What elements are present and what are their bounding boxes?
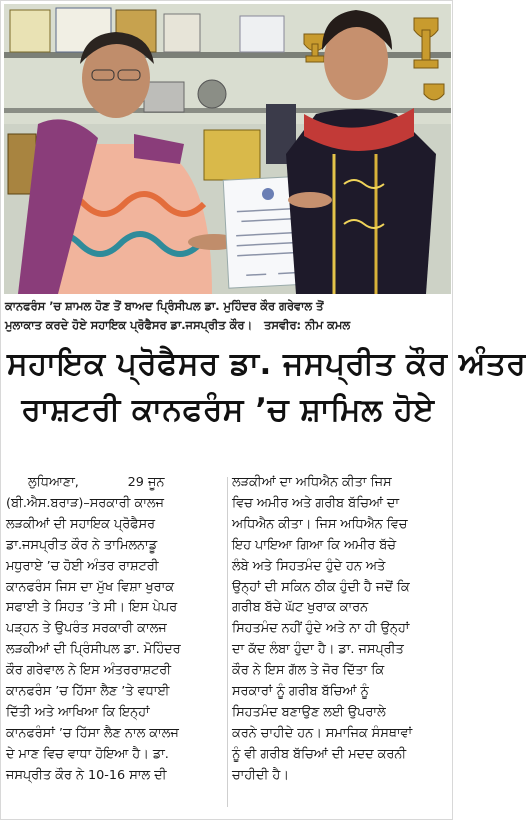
article-line: ਲੰਬੇ ਅਤੇ ਸਿਹਤਮੰਦ ਹੁੰਦੇ ਹਨ ਅਤੇ [232, 558, 386, 574]
article-line: ਇਹ ਪਾਇਆ ਗਿਆ ਕਿ ਅਮੀਰ ਬੱਚੇ [232, 537, 396, 553]
headline-line-2: ਰਾਸ਼ਟਰੀ ਕਾਨਫਰੰਸ ’ਚ ਸ਼ਾਮਿਲ ਹੋਏ [21, 392, 435, 428]
article-line: (ਬੀ.ਐਸ.ਬਰਾੜ)–ਸਰਕਾਰੀ ਕਾਲਜ [6, 495, 164, 511]
caption-line-1: ਕਾਨਫਰੰਸ ’ਚ ਸ਼ਾਮਲ ਹੋਣ ਤੋਂ ਬਾਅਦ ਪ੍ਰਿੰਸੀਪਲ ਡਾ. ਮੁਹਿੰਦਰ ਕੌਰ ਗਰੇਵਾਲ ਤੋਂ [5, 299, 324, 313]
article-line: ਲੜਕੀਆਂ ਦੀ ਪ੍ਰਿੰਸੀਪਲ ਡਾ. ਮੋਹਿੰਦਰ [6, 642, 181, 658]
article-line: ਕੌਰ ਗਰੇਵਾਲ ਨੇ ਇਸ ਅੰਤਰਰਾਸ਼ਟਰੀ [6, 663, 171, 679]
dateline-city: ਲੁਧਿਆਣਾ, [28, 475, 79, 490]
article-column-right [232, 473, 450, 787]
article-line: ਕਾਨਫਰੰਸ ’ਚ ਹਿੱਸਾ ਲੈਣ ’ਤੇ ਵਧਾਈ [6, 684, 170, 700]
article-line: ਉਨ੍ਹਾਂ ਦੀ ਸਕਿਨ ਠੀਕ ਹੁੰਦੀ ਹੈ ਜਦੋਂ ਕਿ [232, 579, 410, 595]
column-divider [227, 477, 228, 807]
photograph-icon [4, 4, 451, 294]
article-line: ਨੂੰ ਵੀ ਗਰੀਬ ਬੱਚਿਆਂ ਦੀ ਮਦਦ ਕਰਨੀ [232, 746, 407, 762]
article-line: ਪੜ੍ਹਨ ਤੇ ਉਪਰੰਤ ਸਰਕਾਰੀ ਕਾਲਜ [6, 621, 167, 637]
caption-line-2 [5, 316, 451, 335]
article-line: ਮਧੁਰਾਏ ’ਚ ਹੋਈ ਅੰਤਰ ਰਾਸ਼ਟਰੀ [6, 558, 159, 574]
photo-credit: ਤਸਵੀਰ: ਨੀਮ ਕਮਲ [264, 318, 351, 332]
article-line: ਗਰੀਬ ਬੱਚੇ ਘੱਟ ਖੁਰਾਕ ਕਾਰਨ [232, 600, 369, 616]
article-line: ਕਰਨੇ ਚਾਹੀਦੇ ਹਨ। ਸਮਾਜਿਕ ਸੰਸਥਾਵਾਂ [232, 725, 413, 741]
article-line: ਵਿਚ ਅਮੀਰ ਅਤੇ ਗਰੀਬ ਬੱਚਿਆਂ ਦਾ [232, 495, 400, 511]
dateline [6, 473, 223, 494]
article-line: ਕਾਨਫਰੰਸ ਜਿਸ ਦਾ ਮੁੱਖ ਵਿਸ਼ਾ ਖੁਰਾਕ [6, 579, 174, 595]
article-line: ਡਾ.ਜਸਪ੍ਰੀਤ ਕੌਰ ਨੇ ਤਾਮਿਲਨਾਡੂ [6, 537, 158, 553]
article-line: ਦਿੱਤੀ ਅਤੇ ਆਖਿਆ ਕਿ ਇਨ੍ਹਾਂ [6, 704, 150, 720]
article-line: ਚਾਹੀਦੀ ਹੈ। [232, 767, 289, 783]
article-line: ਦਾ ਕੱਦ ਲੰਬਾ ਹੁੰਦਾ ਹੈ। ਡਾ. ਜਸਪ੍ਰੀਤ [232, 642, 404, 658]
article-line: ਲੜਕੀਆਂ ਦਾ ਅਧਿਐਨ ਕੀਤਾ ਜਿਸ [232, 475, 392, 490]
article-line: ਸਰਕਾਰਾਂ ਨੂੰ ਗਰੀਬ ਬੱਚਿਆਂ ਨੂੰ [232, 684, 369, 700]
caption-line-2-text: ਮੁਲਾਕਾਤ ਕਰਦੇ ਹੋਏ ਸਹਾਇਕ ਪ੍ਰੋਫੈਸਰ ਡਾ.ਜਸਪ੍ਰੀਤ ਕੌਰ। [5, 318, 253, 332]
news-photo [4, 4, 451, 294]
dateline-date: 29 ਜੂਨ [127, 475, 165, 490]
article-line: ਲੜਕੀਆਂ ਦੀ ਸਹਾਇਕ ਪ੍ਰੋਫੈਸਰ [6, 516, 155, 532]
photo-caption [5, 297, 451, 335]
article-column-left [6, 473, 223, 787]
article-line: ਕੌਰ ਨੇ ਇਸ ਗੱਲ ਤੇ ਜੋਰ ਦਿੱਤਾ ਕਿ [232, 663, 385, 679]
article-line: ਸਿਹਤਮੰਦ ਬਣਾਉਣ ਲਈ ਉਪਰਾਲੇ [232, 704, 386, 720]
article-line: ਜਸਪ੍ਰੀਤ ਕੌਰ ਨੇ 10-16 ਸਾਲ ਦੀ [6, 767, 167, 783]
article-line: ਦੇ ਮਾਣ ਵਿਚ ਵਾਧਾ ਹੋਇਆ ਹੈ। ਡਾ. [6, 746, 169, 762]
headline-line-1: ਸਹਾਇਕ ਪ੍ਰੋਫੈਸਰ ਡਾ. ਜਸਪ੍ਰੀਤ ਕੌਰ ਅੰਤਰ [7, 346, 526, 382]
article-line: ਕਾਨਫਰੰਸਾਂ ’ਚ ਹਿੱਸਾ ਲੈਣ ਨਾਲ ਕਾਲਜ [6, 725, 179, 741]
article-line: ਸਫਾਈ ਤੇ ਸਿਹਤ ’ਤੇ ਸੀ। ਇਸ ਪੇਪਰ [6, 600, 178, 616]
headline [7, 341, 526, 433]
article-line: ਅਧਿਐਨ ਕੀਤਾ। ਜਿਸ ਅਧਿਐਨ ਵਿਚ [232, 516, 408, 532]
article-line: ਸਿਹਤਮੰਦ ਨਹੀਂ ਹੁੰਦੇ ਅਤੇ ਨਾ ਹੀ ਉਨ੍ਹਾਂ [232, 621, 410, 637]
